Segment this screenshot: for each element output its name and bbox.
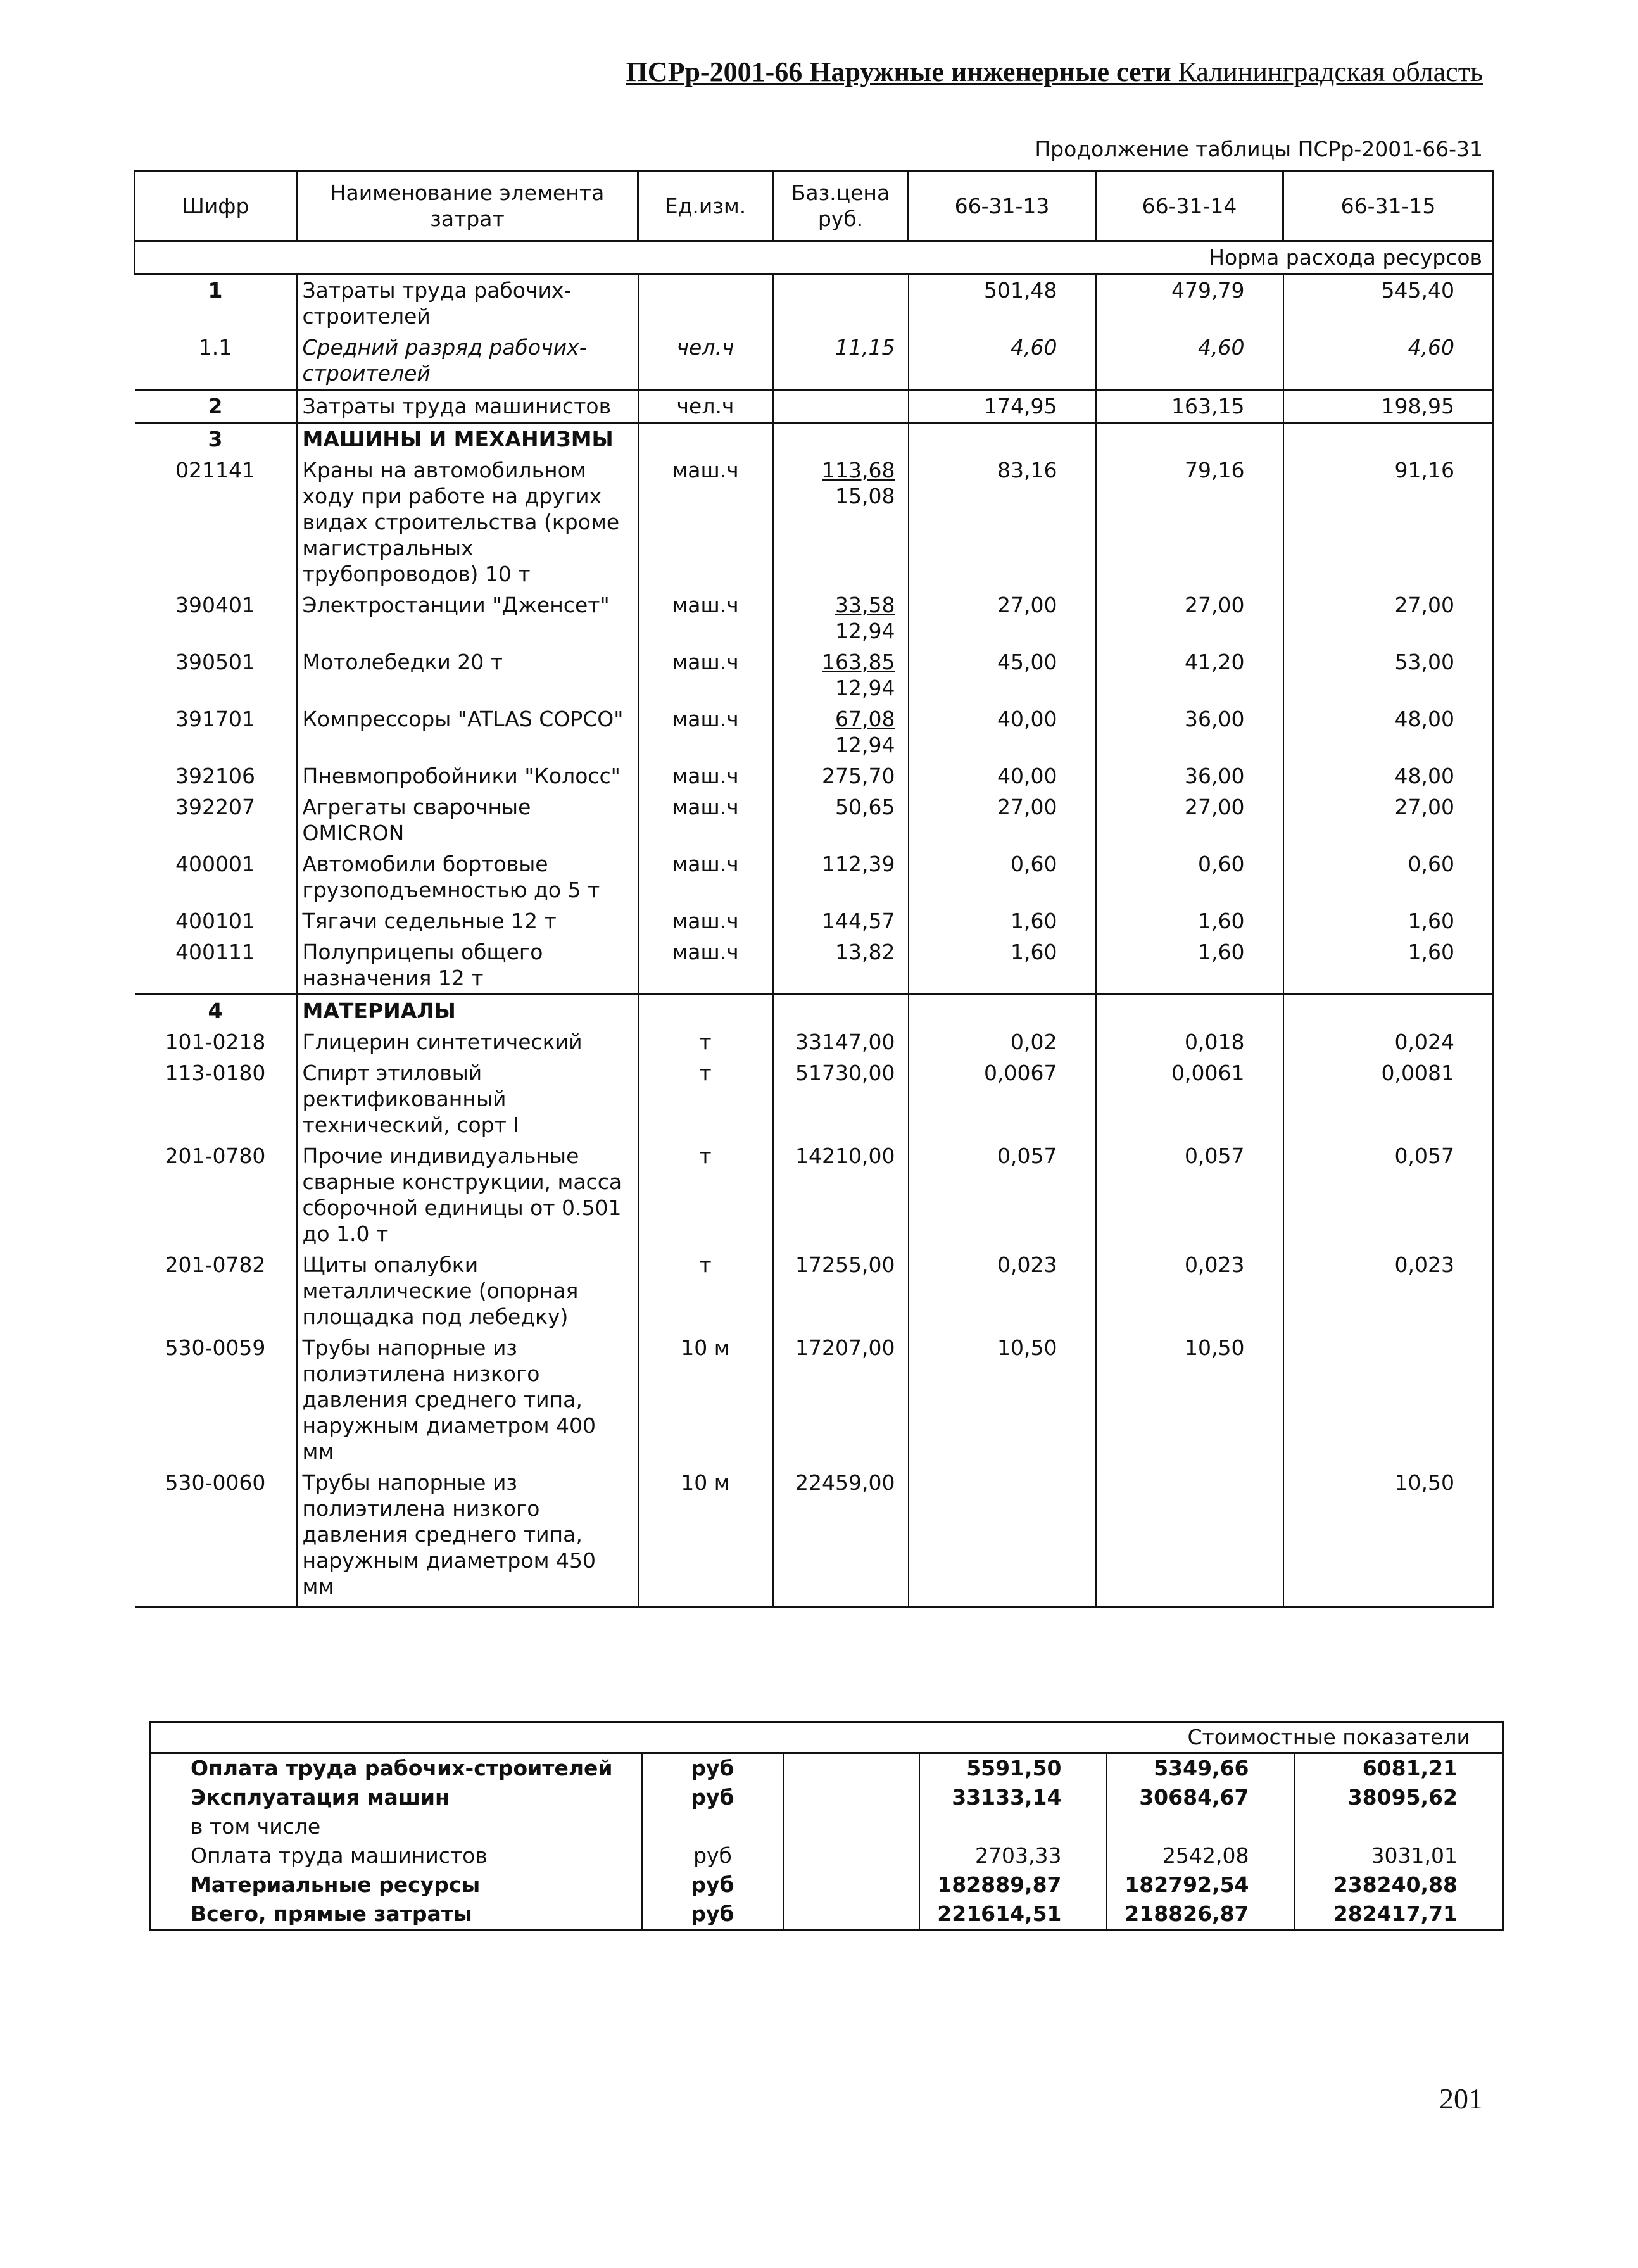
row-unit: маш.ч [638, 455, 773, 589]
row-unit: маш.ч [638, 848, 773, 905]
row-price-wage: 15,08 [835, 484, 895, 508]
row-value-66-31-15: 27,00 [1283, 589, 1494, 646]
row-value-66-31-14: 36,00 [1096, 760, 1283, 791]
row-unit: маш.ч [638, 589, 773, 646]
row-value-66-31-15: 10,50 [1283, 1467, 1494, 1607]
row-value-66-31-14: 41,20 [1096, 646, 1283, 703]
row-code: 400101 [175, 909, 255, 933]
cost-row [151, 1899, 1503, 1930]
row-value-66-31-15: 198,95 [1283, 390, 1494, 423]
row-unit: маш.ч [638, 905, 773, 936]
row-name: Электростанции "Дженсет" [297, 589, 638, 646]
table-row [135, 995, 1494, 1027]
cost-value-66-31-13: 5591,50 [919, 1753, 1107, 1784]
table-continuation-note: Продолжение таблицы ПСРр-2001-66-31 [1035, 137, 1483, 161]
row-value-66-31-15: 0,057 [1283, 1140, 1494, 1249]
table-row [135, 274, 1494, 332]
row-unit: 10 м [638, 1467, 773, 1607]
row-value-66-31-15: 0,023 [1283, 1249, 1494, 1332]
row-value-66-31-14: 27,00 [1096, 589, 1283, 646]
row-code: 201-0782 [165, 1252, 266, 1277]
row-price-wage: 12,94 [835, 733, 895, 757]
cost-value-66-31-15: 38095,62 [1294, 1783, 1503, 1812]
row-unit: маш.ч [638, 936, 773, 995]
row-value-66-31-13: 501,48 [909, 274, 1096, 332]
row-unit: т [638, 1249, 773, 1332]
row-code: 113-0180 [165, 1061, 266, 1085]
row-value-66-31-15: 1,60 [1283, 905, 1494, 936]
row-value-66-31-14 [1096, 995, 1283, 1027]
row-value-66-31-15: 1,60 [1283, 936, 1494, 995]
row-value-66-31-13: 0,0067 [909, 1057, 1096, 1140]
row-name: Полуприцепы общего назначения 12 т [297, 936, 638, 995]
cost-row [151, 1841, 1503, 1870]
row-code: 400111 [175, 940, 255, 964]
row-code: 400001 [175, 852, 255, 876]
cost-row [151, 1870, 1503, 1899]
row-code: 4 [135, 995, 297, 1027]
cost-blank [784, 1783, 919, 1812]
row-code: 2 [135, 390, 297, 423]
row-value-66-31-14: 1,60 [1096, 936, 1283, 995]
row-code: 201-0780 [165, 1143, 266, 1168]
row-name: Трубы напорные из полиэтилена низкого давления среднего типа, наружным диаметром 450 мм [297, 1467, 638, 1607]
row-unit: маш.ч [638, 646, 773, 703]
row-price: 22459,00 [773, 1467, 909, 1607]
row-price [773, 455, 909, 589]
cost-label-row [151, 1722, 1503, 1753]
row-value-66-31-15: 91,16 [1283, 455, 1494, 589]
row-value-66-31-14: 0,057 [1096, 1140, 1283, 1249]
cost-label: Стоимостные показатели [151, 1722, 1503, 1753]
row-price: 11,15 [773, 332, 909, 390]
row-unit: чел.ч [638, 390, 773, 423]
row-value-66-31-13: 174,95 [909, 390, 1096, 423]
cost-value-66-31-15: 238240,88 [1294, 1870, 1503, 1899]
cost-value-66-31-14: 30684,67 [1107, 1783, 1294, 1812]
column-header-price: Баз.цена руб. [773, 171, 909, 241]
cost-row [151, 1753, 1503, 1784]
row-unit: маш.ч [638, 791, 773, 848]
row-code: 530-0059 [165, 1335, 266, 1360]
table-row [135, 1249, 1494, 1332]
row-unit: т [638, 1057, 773, 1140]
row-value-66-31-13: 45,00 [909, 646, 1096, 703]
row-value-66-31-13: 0,057 [909, 1140, 1096, 1249]
row-value-66-31-14: 0,60 [1096, 848, 1283, 905]
row-value-66-31-15: 545,40 [1283, 274, 1494, 332]
row-code: 1 [135, 274, 297, 332]
row-value-66-31-14 [1096, 423, 1283, 455]
row-code: 1.1 [198, 335, 232, 360]
row-name: Пневмопробойники "Колосс" [297, 760, 638, 791]
row-code: 101-0218 [165, 1030, 266, 1054]
row-unit: 10 м [638, 1332, 773, 1467]
row-price: 13,82 [773, 936, 909, 995]
cost-name: в том числе [191, 1814, 321, 1839]
row-price: 51730,00 [773, 1057, 909, 1140]
table-row [135, 1057, 1494, 1140]
row-price-base: 33,58 [835, 593, 895, 617]
row-value-66-31-13: 40,00 [909, 760, 1096, 791]
row-name: Мотолебедки 20 т [297, 646, 638, 703]
row-value-66-31-15: 48,00 [1283, 760, 1494, 791]
row-value-66-31-13: 27,00 [909, 791, 1096, 848]
page-number: 201 [1439, 2082, 1483, 2115]
row-price [773, 995, 909, 1027]
row-value-66-31-15: 53,00 [1283, 646, 1494, 703]
table-row [135, 1332, 1494, 1467]
row-value-66-31-14: 4,60 [1096, 332, 1283, 390]
table-row [135, 423, 1494, 455]
row-price [773, 703, 909, 760]
cost-unit: руб [642, 1783, 784, 1812]
norm-label-row [135, 241, 1494, 274]
row-unit [638, 274, 773, 332]
row-price-wage: 12,94 [835, 676, 895, 700]
cost-name: Материальные ресурсы [191, 1872, 481, 1897]
cost-blank [784, 1899, 919, 1930]
row-price [773, 274, 909, 332]
row-code: 021141 [175, 458, 255, 482]
row-price: 112,39 [773, 848, 909, 905]
cost-name: Оплата труда рабочих-строителей [191, 1756, 613, 1780]
table-row [135, 1026, 1494, 1057]
row-value-66-31-14: 479,79 [1096, 274, 1283, 332]
table-row [135, 332, 1494, 390]
row-value-66-31-14: 27,00 [1096, 791, 1283, 848]
header-region: Калининградская область [1178, 56, 1483, 87]
row-price [773, 423, 909, 455]
cost-value-66-31-15 [1294, 1812, 1503, 1841]
row-name: Агрегаты сварочные OMICRON [297, 791, 638, 848]
table-row [135, 390, 1494, 423]
row-value-66-31-13: 27,00 [909, 589, 1096, 646]
row-name: Автомобили бортовые грузоподъемностью до 5 т [297, 848, 638, 905]
column-header-66-31-14: 66-31-14 [1096, 171, 1283, 241]
row-price: 17255,00 [773, 1249, 909, 1332]
row-value-66-31-13: 1,60 [909, 936, 1096, 995]
table-row [135, 455, 1494, 589]
row-value-66-31-13: 0,60 [909, 848, 1096, 905]
row-value-66-31-13: 0,023 [909, 1249, 1096, 1332]
column-header-code: Шифр [135, 171, 297, 241]
row-value-66-31-13: 40,00 [909, 703, 1096, 760]
norm-label: Норма расхода ресурсов [135, 241, 1494, 274]
row-value-66-31-13: 83,16 [909, 455, 1096, 589]
row-price: 275,70 [773, 760, 909, 791]
row-unit: чел.ч [638, 332, 773, 390]
row-value-66-31-14: 0,0061 [1096, 1057, 1283, 1140]
cost-blank [784, 1870, 919, 1899]
row-value-66-31-14: 10,50 [1096, 1332, 1283, 1467]
cost-blank [784, 1841, 919, 1870]
row-value-66-31-13: 10,50 [909, 1332, 1096, 1467]
row-value-66-31-14: 36,00 [1096, 703, 1283, 760]
row-name: Краны на автомобильном ходу при работе на других видах строительства (кроме магистральных трубопроводов) 10 т [297, 455, 638, 589]
column-header-name: Наименование элемента затрат [297, 171, 638, 241]
cost-value-66-31-13: 2703,33 [919, 1841, 1107, 1870]
row-price [773, 646, 909, 703]
row-unit [638, 423, 773, 455]
row-name: Трубы напорные из полиэтилена низкого давления среднего типа, наружным диаметром 400 мм [297, 1332, 638, 1467]
cost-unit: руб [642, 1753, 784, 1784]
row-name: Компрессоры "ATLAS COPCO" [297, 703, 638, 760]
row-name: МАШИНЫ И МЕХАНИЗМЫ [297, 423, 638, 455]
row-unit: маш.ч [638, 703, 773, 760]
row-code: 3 [135, 423, 297, 455]
row-name: Глицерин синтетический [297, 1026, 638, 1057]
cost-value-66-31-13: 221614,51 [919, 1899, 1107, 1930]
cost-blank [784, 1753, 919, 1784]
row-code: 392106 [175, 764, 255, 788]
cost-name: Эксплуатация машин [191, 1785, 450, 1810]
cost-row [151, 1812, 1503, 1841]
row-value-66-31-15 [1283, 1332, 1494, 1467]
cost-unit: руб [642, 1899, 784, 1930]
cost-unit [642, 1812, 784, 1841]
cost-name: Всего, прямые затраты [191, 1901, 472, 1926]
page-header [626, 56, 1483, 88]
cost-row [151, 1783, 1503, 1812]
table-row [135, 703, 1494, 760]
row-price: 144,57 [773, 905, 909, 936]
row-value-66-31-14: 1,60 [1096, 905, 1283, 936]
cost-unit: руб [642, 1841, 784, 1870]
cost-value-66-31-14: 2542,08 [1107, 1841, 1294, 1870]
row-price: 33147,00 [773, 1026, 909, 1057]
row-value-66-31-14 [1096, 1467, 1283, 1607]
cost-value-66-31-14 [1107, 1812, 1294, 1841]
row-value-66-31-15 [1283, 423, 1494, 455]
row-name: Щиты опалубки металлические (опорная площадка под лебедку) [297, 1249, 638, 1332]
row-price-wage: 12,94 [835, 619, 895, 643]
table-row [135, 1140, 1494, 1249]
row-unit: т [638, 1140, 773, 1249]
cost-value-66-31-15: 3031,01 [1294, 1841, 1503, 1870]
cost-name: Оплата труда машинистов [191, 1843, 488, 1868]
table-row [135, 760, 1494, 791]
cost-value-66-31-13 [919, 1812, 1107, 1841]
row-value-66-31-15: 0,024 [1283, 1026, 1494, 1057]
row-price-base: 163,85 [822, 650, 895, 674]
table-row [135, 791, 1494, 848]
row-name: Тягачи седельные 12 т [297, 905, 638, 936]
cost-blank [784, 1812, 919, 1841]
row-name: Спирт этиловый ректификованный технический, сорт I [297, 1057, 638, 1140]
row-value-66-31-13 [909, 1467, 1096, 1607]
row-value-66-31-14: 0,023 [1096, 1249, 1283, 1332]
row-price-base: 67,08 [835, 707, 895, 731]
cost-value-66-31-13: 182889,87 [919, 1870, 1107, 1899]
cost-value-66-31-15: 6081,21 [1294, 1753, 1503, 1784]
row-value-66-31-13: 4,60 [909, 332, 1096, 390]
cost-unit: руб [642, 1870, 784, 1899]
row-name: МАТЕРИАЛЫ [297, 995, 638, 1027]
row-name: Затраты труда рабочих-строителей [297, 274, 638, 332]
row-value-66-31-15 [1283, 995, 1494, 1027]
cost-value-66-31-14: 182792,54 [1107, 1870, 1294, 1899]
table-row [135, 646, 1494, 703]
row-value-66-31-15: 0,0081 [1283, 1057, 1494, 1140]
row-unit [638, 995, 773, 1027]
header-title: ПСРр-2001-66 Наружные инженерные сети [626, 56, 1171, 87]
row-price [773, 390, 909, 423]
row-value-66-31-14: 0,018 [1096, 1026, 1283, 1057]
row-value-66-31-15: 0,60 [1283, 848, 1494, 905]
row-code: 390501 [175, 650, 255, 674]
row-value-66-31-13: 1,60 [909, 905, 1096, 936]
row-value-66-31-13 [909, 995, 1096, 1027]
table-row [135, 1467, 1494, 1607]
cost-value-66-31-15: 282417,71 [1294, 1899, 1503, 1930]
row-unit: маш.ч [638, 760, 773, 791]
row-value-66-31-15: 48,00 [1283, 703, 1494, 760]
row-code: 530-0060 [135, 1467, 297, 1607]
table-header-row [135, 171, 1494, 241]
row-code: 392207 [175, 795, 255, 819]
cost-value-66-31-14: 5349,66 [1107, 1753, 1294, 1784]
table-row [135, 848, 1494, 905]
table-row [135, 589, 1494, 646]
row-value-66-31-15: 4,60 [1283, 332, 1494, 390]
row-code: 391701 [175, 707, 255, 731]
cost-value-66-31-13: 33133,14 [919, 1783, 1107, 1812]
table-row [135, 905, 1494, 936]
row-value-66-31-13: 0,02 [909, 1026, 1096, 1057]
cost-indicators-table [149, 1721, 1504, 1931]
column-header-66-31-13: 66-31-13 [909, 171, 1096, 241]
row-code: 390401 [175, 593, 255, 617]
row-value-66-31-14: 79,16 [1096, 455, 1283, 589]
row-unit: т [638, 1026, 773, 1057]
row-price: 50,65 [773, 791, 909, 848]
row-name: Затраты труда машинистов [297, 390, 638, 423]
row-value-66-31-13 [909, 423, 1096, 455]
column-header-66-31-15: 66-31-15 [1283, 171, 1494, 241]
resource-norms-table [134, 170, 1494, 1608]
row-price: 14210,00 [773, 1140, 909, 1249]
table-row [135, 936, 1494, 995]
row-price: 17207,00 [773, 1332, 909, 1467]
column-header-unit: Ед.изм. [638, 171, 773, 241]
row-price [773, 589, 909, 646]
row-price-base: 113,68 [822, 458, 895, 482]
row-value-66-31-15: 27,00 [1283, 791, 1494, 848]
row-name: Средний разряд рабочих-строителей [297, 332, 638, 390]
cost-value-66-31-14: 218826,87 [1107, 1899, 1294, 1930]
row-name: Прочие индивидуальные сварные конструкции, масса сборочной единицы от 0.501 до 1.0 т [297, 1140, 638, 1249]
row-value-66-31-14: 163,15 [1096, 390, 1283, 423]
